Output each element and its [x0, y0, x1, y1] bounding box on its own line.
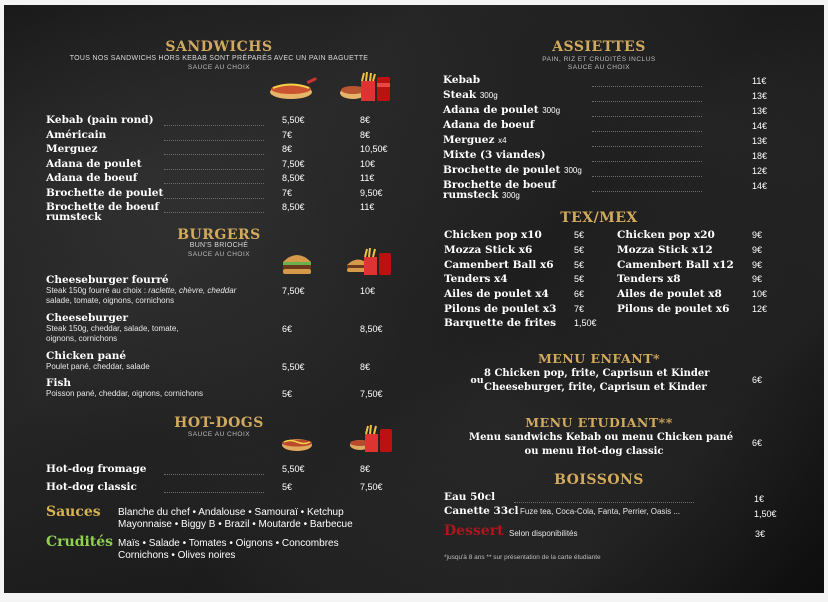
- assiettes-sauce-note: SAUCE AU CHOIX: [567, 64, 631, 71]
- menu-board: [4, 5, 824, 593]
- canette-description: Fuze tea, Coca-Cola, Fanta, Perrier, Oasis ...: [520, 507, 681, 516]
- dessert-description: Selon disponibilités: [509, 529, 578, 538]
- texmex-item-price: 10€: [752, 289, 768, 299]
- sandwichs-subtitle: TOUS NOS SANDWICHS HORS KEBAB SONT PRÉPARÉS AVEC UN PAIN BAGUETTE: [69, 55, 369, 62]
- item-name: Cheeseburger fourré: [46, 274, 169, 286]
- item-price-single: 7,50€: [282, 286, 305, 296]
- dot-leader: [514, 502, 694, 503]
- item-name: Adana de poulet 300g: [443, 104, 561, 116]
- item-price-menu: 9,50€: [360, 188, 383, 198]
- item-price-single: 8,50€: [282, 202, 305, 212]
- item-price-single: 8€: [282, 144, 293, 154]
- item-name: Steak 300g: [443, 89, 498, 101]
- menu-etudiant-title: MENU ETUDIANT**: [525, 415, 673, 430]
- item-price: 14€: [752, 121, 768, 131]
- burgers-title: BURGERS: [177, 227, 261, 243]
- dot-leader: [164, 154, 264, 155]
- item-price: 13€: [752, 106, 768, 116]
- texmex-item-name: Camenbert Ball x6: [444, 259, 554, 271]
- dot-leader: [592, 146, 702, 147]
- dot-leader: [164, 492, 264, 493]
- assiettes-title: ASSIETTES: [552, 39, 646, 55]
- item-name: Chicken pané: [46, 350, 127, 362]
- item-price-single: 5,50€: [282, 362, 305, 372]
- menu-etudiant-price: 6€: [752, 438, 763, 448]
- item-name-cont: rumsteck 300g: [443, 189, 520, 201]
- texmex-item-price: 9€: [752, 245, 763, 255]
- texmex-item-price: 6€: [574, 289, 585, 299]
- texmex-item-price: 5€: [574, 245, 585, 255]
- dot-leader: [592, 86, 702, 87]
- dot-leader: [164, 169, 264, 170]
- item-price-menu: 8€: [360, 130, 371, 140]
- texmex-item-price: 9€: [752, 274, 763, 284]
- texmex-item-name: Mozza Stick x6: [444, 244, 533, 256]
- item-name: Hot-dog classic: [46, 481, 137, 493]
- item-name: Brochette de poulet: [46, 187, 164, 199]
- texmex-item-name: Pilons de poulet x6: [617, 303, 730, 315]
- dot-leader: [164, 212, 264, 213]
- item-price: 11€: [752, 76, 767, 86]
- crudites-list: Cornichons • Olives noires: [118, 550, 236, 561]
- sandwichs-sauce-note: SAUCE AU CHOIX: [187, 64, 251, 71]
- item-price-menu: 10€: [360, 159, 376, 169]
- sauces-list: Blanche du chef • Andalouse • Samouraï • Ketchup: [118, 507, 344, 518]
- item-price-menu: 8€: [360, 464, 371, 474]
- texmex-item-name: Tenders x4: [444, 273, 508, 285]
- eau-name: Eau 50cl: [444, 491, 496, 503]
- item-name-cont: rumsteck: [46, 211, 102, 223]
- item-name: Américain: [46, 129, 107, 141]
- dessert-price: 3€: [755, 529, 766, 539]
- item-name: Mixte (3 viandes): [443, 149, 546, 161]
- dot-leader: [592, 116, 702, 117]
- item-name: Merguez: [46, 143, 98, 155]
- texmex-item-price: 7€: [574, 304, 585, 314]
- burgers-subtitle: BUN'S BRIOCHÉ: [189, 242, 249, 249]
- hotdog-icon: [280, 433, 314, 453]
- texmex-item-name: Camenbert Ball x12: [617, 259, 734, 271]
- menu-etudiant-option: Menu sandwichs Kebab ou menu Chicken pané: [469, 432, 734, 443]
- dessert-label: Dessert: [444, 523, 504, 539]
- item-price-single: 5€: [282, 389, 293, 399]
- hotdogs-sauce-note: SAUCE AU CHOIX: [187, 431, 251, 438]
- texmex-item-name: Barquette de frites: [444, 317, 557, 329]
- hotdogs-title: HOT-DOGS: [174, 415, 264, 431]
- item-name: Hot-dog fromage: [46, 463, 147, 475]
- item-price-menu: 7,50€: [360, 389, 383, 399]
- item-price-menu: 10,50€: [360, 144, 388, 154]
- item-name: Fish: [46, 377, 71, 389]
- crudites-list: Maïs • Salade • Tomates • Oignons • Concombres: [118, 538, 339, 549]
- texmex-item-price: 5€: [574, 230, 585, 240]
- item-price-single: 7€: [282, 188, 293, 198]
- item-name: Adana de poulet: [46, 158, 142, 170]
- item-price-menu: 7,50€: [360, 482, 383, 492]
- texmex-item-name: Pilons de poulet x3: [444, 303, 557, 315]
- item-price-single: 7,50€: [282, 159, 305, 169]
- item-name: Brochette de boeuf: [443, 179, 557, 191]
- item-description: Poisson pané, cheddar, oignons, cornichons: [46, 389, 203, 398]
- item-price-single: 5,50€: [282, 464, 305, 474]
- dot-leader: [592, 131, 702, 132]
- item-price-menu: 8€: [360, 115, 371, 125]
- item-description: Steak 150g fourré au choix : raclette, chèvre, cheddar: [46, 286, 237, 295]
- item-price: 12€: [752, 166, 768, 176]
- dot-leader: [164, 198, 264, 199]
- item-price: 13€: [752, 136, 768, 146]
- menu-etudiant-option: ou menu Hot-dog classic: [524, 446, 664, 457]
- texmex-item-price: 9€: [752, 230, 763, 240]
- burger-menu-combo-icon: [346, 245, 396, 279]
- item-price-menu: 11€: [360, 173, 375, 183]
- texmex-item-name: Mozza Stick x12: [617, 244, 713, 256]
- item-price-menu: 10€: [360, 286, 376, 296]
- texmex-item-name: Ailes de poulet x8: [617, 288, 722, 300]
- dot-leader: [164, 140, 264, 141]
- menu-enfant-price: 6€: [752, 375, 763, 385]
- texmex-item-name: Chicken pop x10: [444, 229, 542, 241]
- dot-leader: [164, 183, 264, 184]
- menu-enfant-option: Cheeseburger, frite, Caprisun et Kinder: [484, 382, 707, 393]
- item-price-menu: 11€: [360, 202, 375, 212]
- eau-price: 1€: [754, 494, 765, 504]
- item-price-single: 5,50€: [282, 115, 305, 125]
- footnote: *jusqu'à 8 ans ** sur présentation de la carte étudiante: [444, 554, 601, 561]
- item-price-menu: 8,50€: [360, 324, 383, 334]
- dot-leader: [592, 161, 702, 162]
- item-name: Adana de boeuf: [443, 119, 535, 131]
- canette-name: Canette 33cl: [444, 505, 519, 517]
- item-price-single: 7€: [282, 130, 293, 140]
- item-name: Kebab (pain rond): [46, 114, 154, 126]
- item-description: salade, tomate, oignons, cornichons: [46, 296, 175, 305]
- sauces-label: Sauces: [46, 504, 101, 520]
- item-price-single: 5€: [282, 482, 293, 492]
- item-description: Poulet pané, cheddar, salade: [46, 362, 150, 371]
- texmex-item-price: 5€: [574, 274, 585, 284]
- dot-leader: [164, 125, 264, 126]
- item-name: Adana de boeuf: [46, 172, 138, 184]
- hotdog-sandwich-icon: [267, 75, 319, 103]
- texmex-item-price: 5€: [574, 260, 585, 270]
- item-name: Brochette de boeuf: [46, 201, 160, 213]
- sauces-list: Mayonnaise • Biggy B • Brazil • Moutarde • Barbecue: [118, 519, 353, 530]
- menu-enfant-option: 8 Chicken pop, frite, Caprisun et Kinder: [484, 368, 710, 379]
- texmex-item-price: 1,50€: [574, 318, 597, 328]
- texmex-title: TEX/MEX: [560, 210, 638, 226]
- hotdog-menu-combo-icon: [349, 423, 397, 455]
- crudites-label: Crudités: [46, 534, 114, 550]
- item-name: Merguez x4: [443, 134, 507, 146]
- sandwichs-title: SANDWICHS: [165, 39, 273, 55]
- item-price: 14€: [752, 181, 768, 191]
- texmex-item-name: Ailes de poulet x4: [444, 288, 549, 300]
- dot-leader: [592, 176, 702, 177]
- canette-price: 1,50€: [754, 509, 777, 519]
- item-price-single: 8,50€: [282, 173, 305, 183]
- texmex-item-price: 9€: [752, 260, 763, 270]
- item-price-menu: 8€: [360, 362, 371, 372]
- sandwich-menu-combo-icon: [339, 71, 397, 105]
- dot-leader: [592, 191, 702, 192]
- menu-enfant-or: ou: [470, 375, 484, 386]
- burger-icon: [280, 250, 314, 276]
- burgers-sauce-note: SAUCE AU CHOIX: [187, 251, 251, 258]
- assiettes-subtitle: PAIN, RIZ ET CRUDITÉS INCLUS: [542, 56, 656, 63]
- dot-leader: [592, 101, 702, 102]
- boissons-title: BOISSONS: [554, 472, 644, 488]
- item-description: Steak 150g, cheddar, salade, tomate,: [46, 324, 179, 333]
- item-price-single: 6€: [282, 324, 293, 334]
- texmex-item-name: Tenders x8: [617, 273, 681, 285]
- texmex-item-name: Chicken pop x20: [617, 229, 715, 241]
- dot-leader: [164, 474, 264, 475]
- item-name: Brochette de poulet 300g: [443, 164, 582, 176]
- item-name: Cheeseburger: [46, 312, 129, 324]
- item-price: 13€: [752, 91, 768, 101]
- item-description: oignons, cornichons: [46, 334, 118, 343]
- item-price: 18€: [752, 151, 768, 161]
- texmex-item-price: 12€: [752, 304, 768, 314]
- item-name: Kebab: [443, 74, 481, 86]
- menu-enfant-title: MENU ENFANT*: [537, 351, 661, 366]
